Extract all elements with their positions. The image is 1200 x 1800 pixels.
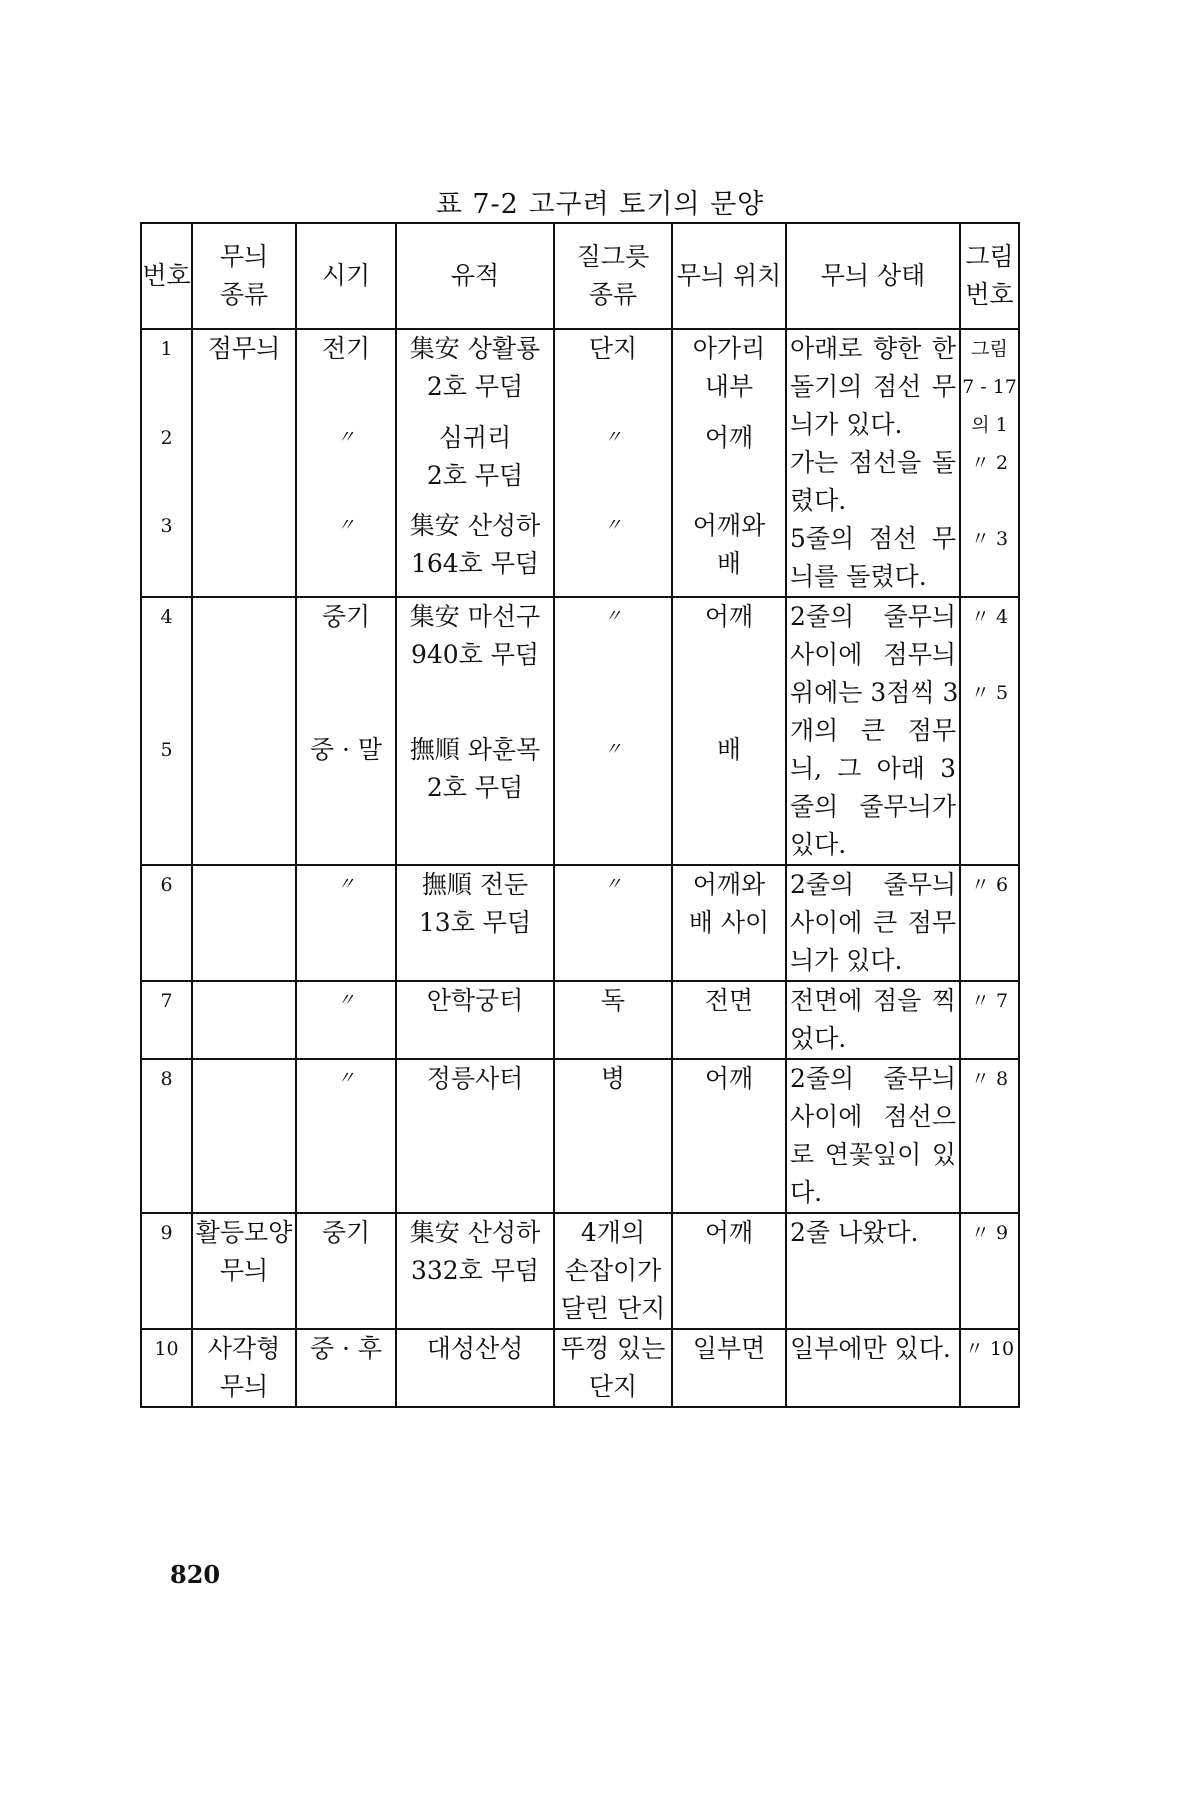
period-cell: [296, 419, 396, 508]
site-cell: [396, 1213, 554, 1329]
cell-line: 중기: [321, 602, 371, 631]
cell-line: 늬가 있다.: [790, 410, 903, 439]
header-period: [296, 223, 396, 329]
header-pattern-position: [672, 223, 786, 329]
row-number: [141, 1213, 192, 1329]
cell-line: 배 사이: [688, 908, 770, 937]
cell-line: 9: [160, 1222, 173, 1244]
period-cell: [296, 1329, 396, 1407]
cell-line: 활등모양: [195, 1218, 293, 1247]
header-line: 번호: [142, 261, 191, 290]
vessel-type-cell: [554, 507, 672, 597]
cell-line: 어깨: [704, 1064, 754, 1093]
vessel-type-cell: [554, 981, 672, 1059]
cell-line: 어깨: [704, 422, 754, 452]
cell-line: 〃 3: [970, 528, 1009, 550]
cell-line: 로 연꽃잎이 있: [790, 1140, 956, 1169]
cell-line: 뚜껑 있는: [560, 1334, 666, 1363]
figure-number-cell: [960, 865, 1019, 981]
cell-line: 〃 2: [970, 452, 1009, 474]
cell-line: 사각형: [207, 1334, 281, 1363]
pattern-state-cell: [786, 865, 960, 981]
cell-line: 集安 상활룡: [409, 334, 541, 363]
pattern-state-cell: [786, 981, 960, 1059]
site-cell: [396, 865, 554, 981]
table-row: [141, 329, 1019, 419]
header-line: 종류: [588, 280, 638, 309]
cell-line: 사이에 점선으: [790, 1102, 956, 1131]
cell-line: 의 1: [971, 414, 1008, 436]
cell-line: [961, 482, 1018, 520]
table-row: [141, 1059, 1019, 1213]
cell-line: 무늬: [219, 1256, 269, 1285]
site-cell: [396, 419, 554, 508]
row-number: [141, 981, 192, 1059]
header-line: 무늬 위치: [676, 261, 782, 290]
header-line: 종류: [219, 280, 269, 309]
cell-line: 정릉사터: [426, 1064, 524, 1093]
cell-line: 어깨: [704, 1218, 754, 1247]
cell-line: 가는 점선을 돌: [790, 448, 956, 477]
pattern-type-cell: [192, 507, 296, 597]
pattern-type-cell: [192, 329, 296, 419]
cell-line: 어깨와: [692, 511, 766, 541]
period-cell: [296, 865, 396, 981]
header-line: 번호: [965, 280, 1014, 309]
table-row: [141, 1213, 1019, 1329]
pattern-type-cell: [192, 1213, 296, 1329]
figure-number-cell: [960, 1213, 1019, 1329]
pattern-position-cell: [672, 597, 786, 731]
cell-line: 있다.: [790, 830, 847, 859]
header-figure-number: [960, 223, 1019, 329]
cell-line: 集安 마선구: [409, 602, 541, 631]
cell-line: 단지: [588, 1372, 638, 1401]
pattern-position-cell: [672, 507, 786, 597]
row-number: [141, 507, 192, 597]
cell-line: 13호 무덤: [418, 908, 532, 937]
cell-line: 어깨: [704, 602, 754, 631]
cell-line: 다.: [790, 1178, 823, 1207]
period-cell: [296, 981, 396, 1059]
figure-number-cell: [960, 981, 1019, 1059]
cell-line: 배: [716, 549, 742, 579]
period-cell: [296, 597, 396, 731]
table-row: [141, 597, 1019, 731]
cell-line: 병: [600, 1064, 626, 1093]
cell-line: 어깨와: [692, 870, 766, 899]
vessel-type-cell: [554, 419, 672, 508]
cell-line: 〃 10: [964, 1338, 1015, 1360]
cell-line: 〃: [337, 515, 355, 537]
header-row: [141, 223, 1019, 329]
row-number: [141, 1329, 192, 1407]
figure-number-cell: [960, 1059, 1019, 1213]
cell-line: [961, 636, 1018, 674]
cell-line: 사이에 큰 점무: [790, 908, 956, 937]
header-line: 무늬: [219, 242, 269, 271]
cell-line: 〃: [604, 606, 622, 627]
cell-line: 개의 큰 점무: [790, 716, 956, 745]
site-cell: [396, 731, 554, 865]
vessel-type-cell: [554, 1213, 672, 1329]
header-line: 시기: [321, 261, 371, 290]
pattern-state-cell: [786, 1329, 960, 1407]
cell-line: 〃 9: [970, 1222, 1009, 1244]
cell-line: 6: [160, 874, 173, 896]
cell-line: 〃 6: [970, 874, 1009, 896]
cell-line: 10: [154, 1338, 179, 1360]
table-row: [141, 981, 1019, 1059]
cell-line: 내부: [704, 372, 754, 401]
cell-line: 렸다.: [790, 486, 847, 515]
row-number: [141, 731, 192, 865]
cell-line: 5: [160, 739, 173, 761]
cell-line: 무늬: [219, 1372, 269, 1401]
cell-line: 7: [160, 990, 173, 1012]
pattern-position-cell: [672, 981, 786, 1059]
figure-number-cell: [960, 597, 1019, 865]
table-body: [141, 329, 1019, 1407]
pattern-type-cell: [192, 865, 296, 981]
cell-line: 〃: [604, 515, 622, 537]
cell-line: 아가리: [692, 334, 766, 363]
cell-line: 〃: [337, 426, 355, 448]
cell-line: 전기: [321, 334, 371, 363]
cell-line: 2줄 나왔다.: [790, 1218, 919, 1247]
pattern-state-cell: [786, 597, 960, 865]
cell-line: 2줄의 줄무늬: [790, 870, 956, 899]
cell-line: 늬, 그 아래 3: [790, 754, 956, 783]
cell-line: 5줄의 점선 무: [790, 524, 956, 553]
row-number: [141, 597, 192, 731]
vessel-type-cell: [554, 1329, 672, 1407]
cell-line: 2호 무덤: [426, 773, 524, 802]
figure-number-cell: [960, 1329, 1019, 1407]
cell-line: 안학궁터: [426, 986, 524, 1015]
period-cell: [296, 1059, 396, 1213]
pattern-type-cell: [192, 419, 296, 508]
header-pattern-state: [786, 223, 960, 329]
cell-line: 2호 무덤: [426, 460, 524, 490]
cell-line: 〃 4: [970, 606, 1009, 628]
cell-line: 늬가 있다.: [790, 946, 903, 975]
header-site: [396, 223, 554, 329]
cell-line: 〃 5: [970, 682, 1009, 704]
cell-line: 〃: [604, 426, 622, 448]
cell-line: 줄의 줄무늬가: [790, 792, 956, 821]
cell-line: 2: [160, 426, 173, 449]
pattern-state-cell: [786, 1059, 960, 1213]
row-number: [141, 329, 192, 419]
header-num: [141, 223, 192, 329]
site-cell: [396, 1059, 554, 1213]
cell-line: 전면: [704, 986, 754, 1015]
cell-line: 사이에 점무늬: [790, 640, 956, 669]
pattern-position-cell: [672, 1213, 786, 1329]
cell-line: 2호 무덤: [426, 372, 524, 401]
site-cell: [396, 329, 554, 419]
header-line: 무늬 상태: [820, 261, 926, 290]
cell-line: 〃: [337, 874, 355, 895]
cell-line: 그림: [971, 338, 1008, 360]
pattern-state-cell: [786, 329, 960, 597]
site-cell: [396, 597, 554, 731]
vessel-type-cell: [554, 865, 672, 981]
period-cell: [296, 731, 396, 865]
cell-line: 아래로 향한 한: [790, 334, 956, 363]
pattern-type-cell: [192, 1059, 296, 1213]
table-row: [141, 865, 1019, 981]
row-number: [141, 1059, 192, 1213]
vessel-type-cell: [554, 1059, 672, 1213]
cell-line: 4: [160, 606, 173, 628]
cell-line: 〃: [337, 1068, 355, 1089]
vessel-type-cell: [554, 731, 672, 865]
pattern-position-cell: [672, 1329, 786, 1407]
cell-line: 점무늬: [207, 334, 281, 363]
header-line: 유적: [450, 261, 500, 290]
header-pattern-type: [192, 223, 296, 329]
cell-line: 었다.: [790, 1024, 847, 1053]
cell-line: 集安 산성하: [409, 511, 541, 541]
vessel-type-cell: [554, 597, 672, 731]
cell-line: 〃 8: [970, 1068, 1009, 1090]
cell-line: 164호 무덤: [410, 549, 540, 579]
pattern-state-cell: [786, 1213, 960, 1329]
site-cell: [396, 507, 554, 597]
cell-line: 332호 무덤: [410, 1256, 540, 1285]
cell-line: 전면에 점을 찍: [790, 986, 956, 1015]
header-vessel-type: [554, 223, 672, 329]
cell-line: 〃: [604, 874, 622, 895]
cell-line: 940호 무덤: [410, 640, 540, 669]
pattern-position-cell: [672, 419, 786, 508]
cell-line: 集安 산성하: [409, 1218, 541, 1247]
cell-line: 일부에만 있다.: [790, 1334, 951, 1363]
header-line: 질그릇: [576, 242, 650, 271]
cell-line: 심귀리: [438, 422, 512, 452]
vessel-type-cell: [554, 329, 672, 419]
cell-line: 〃: [604, 739, 622, 760]
cell-line: 〃 7: [970, 990, 1009, 1012]
figure-number-cell: [960, 329, 1019, 597]
site-cell: [396, 1329, 554, 1407]
cell-line: 撫順 와훈목: [409, 735, 541, 764]
row-number: [141, 419, 192, 508]
period-cell: [296, 1213, 396, 1329]
cell-line: 撫順 전둔: [421, 870, 529, 899]
cell-line: 4개의: [580, 1218, 646, 1247]
pattern-position-cell: [672, 1059, 786, 1213]
cell-line: 중 · 말: [309, 735, 383, 764]
cell-line: 배: [716, 735, 742, 764]
pattern-type-cell: [192, 1329, 296, 1407]
cell-line: 위에는 3점씩 3: [790, 678, 959, 707]
cell-line: 중 · 후: [309, 1334, 383, 1363]
cell-line: 늬를 돌렸다.: [790, 562, 927, 591]
pattern-position-cell: [672, 865, 786, 981]
cell-line: 독: [600, 986, 626, 1015]
cell-line: 7 - 17: [962, 376, 1017, 398]
cell-line: 1: [160, 338, 173, 360]
period-cell: [296, 507, 396, 597]
pottery-pattern-table: [140, 222, 1020, 1408]
cell-line: 2줄의 줄무늬: [790, 602, 956, 631]
cell-line: 대성산성: [426, 1334, 524, 1363]
cell-line: 2줄의 줄무늬: [790, 1064, 956, 1093]
cell-line: 단지: [588, 334, 638, 363]
cell-line: 손잡이가: [564, 1256, 662, 1285]
pattern-type-cell: [192, 731, 296, 865]
page-number: 820: [170, 1560, 221, 1589]
cell-line: 일부면: [692, 1334, 766, 1363]
cell-line: 8: [160, 1068, 173, 1090]
cell-line: 3: [160, 515, 173, 538]
pattern-type-cell: [192, 981, 296, 1059]
header-line: 그림: [965, 242, 1014, 271]
cell-line: 중기: [321, 1218, 371, 1247]
pattern-position-cell: [672, 329, 786, 419]
cell-line: 〃: [337, 990, 355, 1011]
pattern-type-cell: [192, 597, 296, 731]
table-row: [141, 1329, 1019, 1407]
period-cell: [296, 329, 396, 419]
pattern-position-cell: [672, 731, 786, 865]
site-cell: [396, 981, 554, 1059]
cell-line: 돌기의 점선 무: [790, 372, 956, 401]
row-number: [141, 865, 192, 981]
cell-line: 달린 단지: [560, 1294, 666, 1323]
table-caption: 표 7-2 고구려 토기의 문양: [435, 189, 765, 220]
